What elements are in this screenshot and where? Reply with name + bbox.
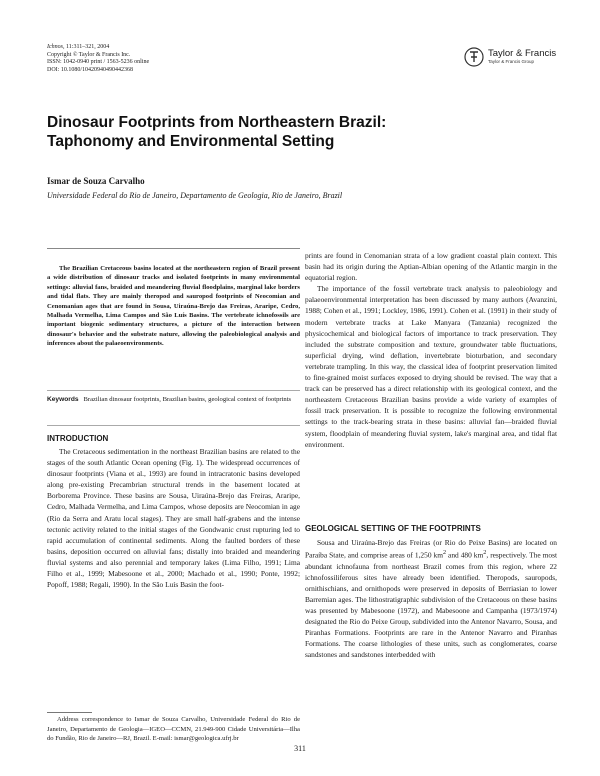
introduction-body: [47, 446, 300, 590]
geo-sup-2: 2: [483, 550, 487, 557]
abstract-text: The Brazilian Cretaceous basins located at the northeastern region of Brazil present a wide distribution of dinosaur tracks and isolated footprints in many environmental settings: alluvial fans, braided and meandering fluvial floodplains, marginal lake borders and tidal flats. They are mainly theropod and sauropod footprints of Neocomian and Cenomanian ages that are found in Sousa, Uiraúna-Brejo das Freiras, Araripe, Cedro, Malhada Vermelha, Lima Campos and São Luís Basins. The vertebrate ichnofossils are important biogenic sedimentary structures, a picture of the interaction between dinosaur's behavior and the substrate nature, allowing the paleobiological analysis and inferences about the palaeoenvironments.: [47, 265, 300, 348]
abstract-top-rule: [47, 248, 300, 249]
author-affiliation: Universidade Federal do Rio de Janeiro, Departamento de Geologia, Rio de Janeiro, Brazil: [47, 191, 343, 200]
geo-text-b: and 480 km: [446, 550, 484, 560]
keywords-bottom-rule: [47, 425, 300, 426]
taylor-francis-logo-icon: [464, 47, 484, 67]
footnote-rule: [47, 712, 92, 713]
publisher-name: Taylor & Francis: [488, 48, 557, 59]
journal-citation: [47, 44, 267, 52]
title-line-1: Dinosaur Footprints from Northeastern Brazil:: [47, 114, 387, 131]
keywords-label: Keywords: [47, 396, 79, 403]
right-paragraph-2: The importance of the fossil vertebrate track analysis to paleobiology and palaeoenvironmental interpretation has been discussed by many authors (Avanzini, 1988; Cohen et al., 1991; Lockley, 1986, 1991). Cohen et al. (1991) in their study of modern vertebrate tracks at Lake Manyara (Tanzania) recognized the physicochemical and biological factors of importance to track preservation. They included the substrate composition and texture, groundwater table fluctuations, superficial drying, wind deflation, invertebrate bioturbation, and secondary vertebrate trampling. In this way, the classical idea of footprint preservation limited to fine-grained moist surfaces exposed to drying should be revised. The way that a track can be preserved has a direct relationship with its geological context, and the northeastern Cretaceous Brazilian basins provide a wide variety of examples of fossil track preservation. It is possible to recognize the following environmental settings to the track-bearing strata in these basins: alluvial fan—braided fluvial system, floodplain of meandering fluvial system, lake's marginal area, and tidal flat environment.: [305, 284, 557, 449]
footnote: [47, 715, 300, 744]
title-line-2: Taphonomy and Environmental Setting: [47, 133, 335, 150]
right-paragraph-1: prints are found in Cenomanian strata of a low gradient coastal plain context. This basin had its origin during the Aptian-Albian opening of the Atlantic margin in the equatorial region.: [305, 251, 557, 283]
journal-header: [47, 44, 267, 74]
abstract-bottom-rule: [47, 390, 300, 391]
keywords-text: Brazilian dinosaur footprints, Brazilian basins, geological context of footprints: [83, 396, 292, 403]
journal-name: Ichnos: [47, 44, 63, 50]
geo-text-c: , respectively. The most abundant ichnofauna from northeast Brazil comes from this region, where 22 ichnofossiliferous sites have already been identified. Theropods, sauropods, ornithischians, and ornithopods were preserved in deposits of Berriasian to lower Barremian ages. The lithostratigraphic subdivision of the Cretaceous on these basins was presented by Mabesoone (1972), and Mabesoone and Campanha (1973/1974) designated the Rio do Peixe Group, subdivided into the Antenor Navarro, Sousa, and Piranhas Formations. Footprints are rare in the Antenor Navarro and Piranhas Formations. The coarse lithologies of these units, such as conglomerates, coarse sandstones and sandstones interbedded with: [305, 550, 557, 660]
geological-setting-body: [305, 537, 557, 661]
geological-setting-heading: GEOLOGICAL SETTING OF THE FOOTPRINTS: [305, 524, 481, 533]
copyright-line: Copyright © Taylor & Francis Inc.: [47, 51, 131, 58]
doi-line: DOI: 10.1080/10420940490442368: [47, 66, 133, 73]
keywords-block: [47, 395, 300, 404]
abstract: [47, 264, 300, 349]
introduction-heading: INTRODUCTION: [47, 434, 109, 443]
footnote-text: Address correspondence to Ismar de Souza Carvalho, Universidade Federal do Rio de Janeiro, Departamento de Geologia—IGEO—CCMN, 21.949-900 Cidade Universitária—Ilha do Fundão, Rio de Janeiro—RJ, Brazil. E-mail: ismar@geologica.ufrj.br: [47, 716, 300, 743]
right-column-body: [305, 250, 557, 450]
publisher-group: Taylor & Francis Group: [488, 59, 535, 64]
intro-paragraph-1: The Cretaceous sedimentation in the northeast Brazilian basins are related to the stages of the south Atlantic Ocean opening (Fig. 1). The widespread occurrences of dinosaur footprints (Viana et al., 1993) are found in intracratonic basins developed along pre-existing Precambrian structural trends in the basement located at Borborema Province. These basins are Sousa, Uiraúna-Brejo das Freiras, Araripe, Cedro, Malhada Vermelha, and Lima Campos, whose deposits are Neocomian in age (Rio da Serra and Aratu local stages). They are small half-grabens and the intense tectonic activity related to the initial stages of the Gondwanic crust rupturing led to rapid accumulation of continental sediments. Along the faulted borders of these basins, deposition occurred on alluvial fans; distally into braided and meandering fluvial systems and also perennial and temporary lakes (Lima Filho, 1991; Lima Filho et al., 1999; Mabesoone et al., 2000; Machado et al., 1990; Ponte, 1992; Popoff, 1988; Regali, 1990). In the São Luís Basin the foot-: [47, 447, 300, 590]
page-number: 311: [294, 744, 306, 753]
journal-volume-pages: , 11:311–321, 2004: [63, 44, 110, 50]
geo-paragraph-1: [305, 537, 557, 661]
issn-line: ISSN: 1042-0940 print / 1563-5236 online: [47, 59, 150, 66]
author-name: Ismar de Souza Carvalho: [47, 176, 145, 186]
geo-sup-1: 2: [442, 550, 447, 557]
article-title: [47, 113, 467, 151]
geo-text-a: Sousa and Uiraúna-Brejo das Freiras (or Rio do Peixe Basins) are located on Paraíba State, and comprise areas of 1,250 km: [305, 538, 557, 560]
publisher-logo: [464, 46, 564, 68]
